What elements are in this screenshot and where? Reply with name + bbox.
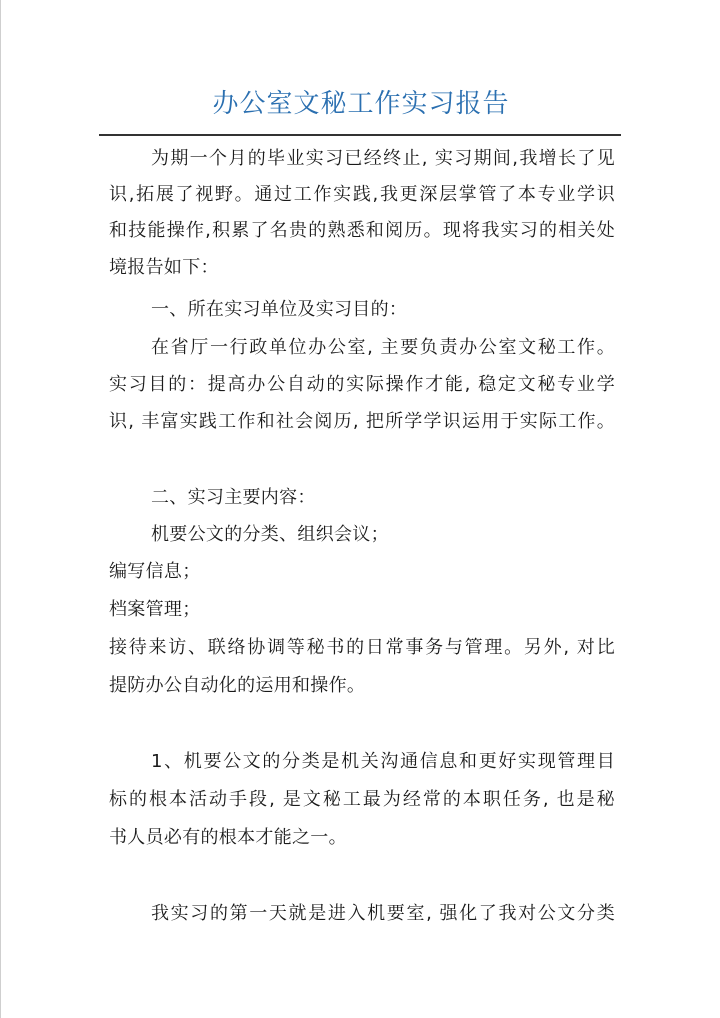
list-item: 档案管理； (109, 599, 201, 620)
paragraph-line: 实习目的：提高办公自动的实际操作才能, 稳定文秘专业学 (109, 374, 615, 395)
document-title: 办公室文秘工作实习报告 (212, 89, 510, 119)
paragraph-line: 在省厅一行政单位办公室, 主要负责办公室文秘工作。 (151, 337, 615, 358)
section-heading: 一、所在实习单位及实习目的： (151, 299, 408, 320)
paragraph-line: 书人员必有的根本才能之一。 (109, 827, 347, 848)
paragraph-line: 境报告如下： (109, 257, 219, 278)
section-heading: 二、实习主要内容： (151, 487, 316, 508)
list-item: 机要公文的分类、组织会议； (151, 524, 389, 545)
paragraph-line: 1、机要公文的分类是机关沟通信息和更好实现管理目 (151, 751, 615, 772)
title-underline (99, 134, 621, 136)
list-item: 编写信息； (109, 561, 201, 582)
paragraph-line: 接待来访、联络协调等秘书的日常事务与管理。另外, 对比 (109, 637, 615, 658)
paragraph-line: 和技能操作,积累了名贵的熟悉和阅历。现将我实习的相关处 (109, 220, 615, 241)
paragraph-line: 识, 丰富实践工作和社会阅历, 把所学学识运用于实际工作。 (109, 411, 615, 432)
paragraph-line: 我实习的第一天就是进入机要室, 强化了我对公文分类 (151, 903, 615, 924)
paragraph-line: 提防办公自动化的运用和操作。 (109, 675, 366, 696)
paragraph-line: 识,拓展了视野。通过工作实践,我更深层掌管了本专业学识 (109, 184, 615, 205)
paragraph-line: 为期一个月的毕业实习已经终止, 实习期间,我增长了见 (151, 148, 615, 169)
paragraph-line: 标的根本活动手段, 是文秘工最为经常的本职任务, 也是秘 (109, 789, 615, 810)
